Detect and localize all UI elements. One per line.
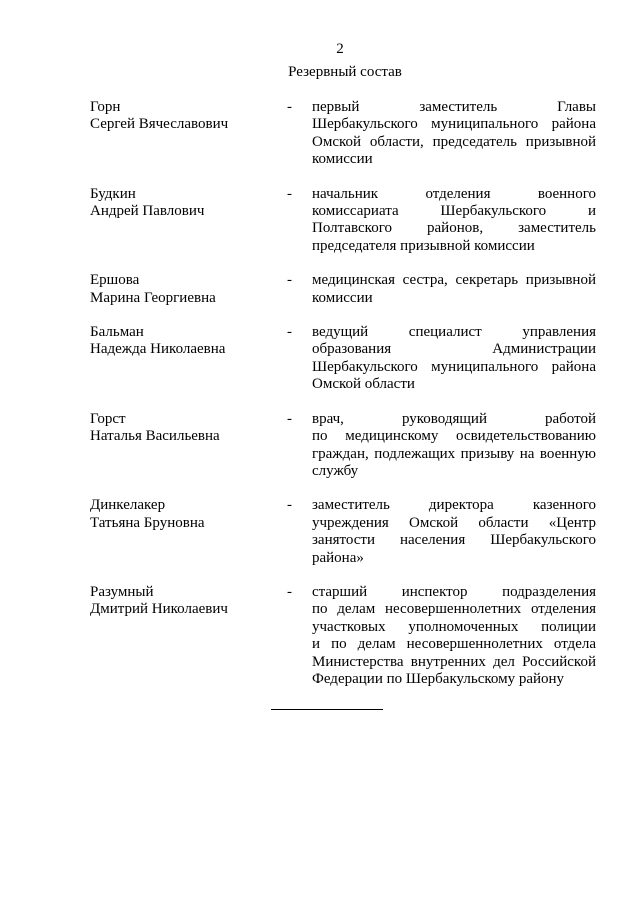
member-position bbox=[312, 584, 596, 688]
closing-rule bbox=[271, 709, 383, 710]
member-surname: Разумный bbox=[90, 583, 154, 600]
member-entry bbox=[90, 497, 600, 567]
member-given-name: Татьяна Бруновна bbox=[90, 514, 205, 531]
position-line: первый заместитель Главы bbox=[312, 99, 596, 115]
member-name bbox=[90, 497, 287, 567]
dash-separator: - bbox=[287, 324, 292, 341]
dash-separator: - bbox=[287, 583, 292, 600]
member-name bbox=[90, 324, 287, 394]
position-line: участковых уполномоченных полиции bbox=[312, 618, 596, 635]
member-entry bbox=[90, 324, 600, 394]
position-line: учреждения Омской области «Центр bbox=[312, 514, 596, 531]
member-position bbox=[312, 272, 596, 307]
dash-separator: - bbox=[287, 410, 292, 427]
member-surname: Бальман bbox=[90, 324, 144, 341]
dash-separator: - bbox=[287, 99, 292, 115]
position-line: Омской области bbox=[312, 376, 415, 393]
dash-separator: - bbox=[287, 272, 292, 289]
member-given-name: Надежда Николаевна bbox=[90, 341, 226, 358]
member-given-name: Марина Георгиевна bbox=[90, 289, 216, 306]
position-line: по медицинскому освидетельствованию bbox=[312, 428, 596, 445]
position-line: комиссии bbox=[312, 151, 373, 168]
member-entry bbox=[90, 186, 600, 256]
member-entry bbox=[90, 584, 600, 688]
member-given-name: Андрей Павлович bbox=[90, 203, 205, 220]
position-line: ведущий специалист управления bbox=[312, 324, 596, 341]
member-name bbox=[90, 584, 287, 688]
dash-separator: - bbox=[287, 497, 292, 514]
position-line: Омской области, председатель призывной bbox=[312, 133, 596, 150]
position-line: граждан, подлежащих призыву на военную bbox=[312, 445, 596, 462]
member-surname: Динкелакер bbox=[90, 497, 166, 514]
position-line: заместитель директора казенного bbox=[312, 497, 596, 514]
position-line: Шербакульского муниципального района bbox=[312, 358, 596, 375]
position-line: по делам несовершеннолетних отделения bbox=[312, 601, 596, 618]
position-line: старший инспектор подразделения bbox=[312, 583, 596, 600]
position-line: района» bbox=[312, 549, 364, 566]
position-line: образования Администрации bbox=[312, 341, 596, 358]
position-line: Шербакульского муниципального района bbox=[312, 116, 596, 133]
member-given-name: Наталья Васильевна bbox=[90, 428, 220, 445]
member-position bbox=[312, 324, 596, 394]
member-name bbox=[90, 411, 287, 481]
member-list bbox=[90, 99, 600, 705]
position-line: и по делам несовершеннолетних отдела bbox=[312, 636, 596, 653]
position-line: комиссии bbox=[312, 289, 373, 306]
position-line: медицинская сестра, секретарь призывной bbox=[312, 272, 596, 289]
position-line: службу bbox=[312, 462, 359, 479]
position-line: занятости населения Шербакульского bbox=[312, 532, 596, 549]
member-position bbox=[312, 99, 596, 169]
position-line: Федерации по Шербакульскому району bbox=[312, 670, 565, 687]
page-number: 2 bbox=[336, 41, 344, 57]
position-line: Полтавского районов, заместитель bbox=[312, 220, 596, 237]
position-line: комиссариата Шербакульского и bbox=[312, 203, 596, 220]
member-entry bbox=[90, 411, 600, 481]
position-line: председателя призывной комиссии bbox=[312, 237, 535, 254]
member-given-name: Сергей Вячеславович bbox=[90, 116, 229, 133]
member-surname: Будкин bbox=[90, 185, 136, 202]
member-entry bbox=[90, 272, 600, 307]
member-entry bbox=[90, 99, 600, 169]
member-position bbox=[312, 497, 596, 567]
member-name bbox=[90, 272, 287, 307]
member-surname: Горн bbox=[90, 99, 121, 115]
position-line: врач, руководящий работой bbox=[312, 410, 596, 427]
member-name bbox=[90, 99, 287, 169]
member-surname: Горст bbox=[90, 410, 126, 427]
member-position bbox=[312, 411, 596, 481]
member-surname: Ершова bbox=[90, 272, 140, 289]
position-line: начальник отделения военного bbox=[312, 185, 596, 202]
member-given-name: Дмитрий Николаевич bbox=[90, 601, 228, 618]
document-title: Резервный состав bbox=[288, 64, 402, 80]
member-name bbox=[90, 186, 287, 256]
dash-separator: - bbox=[287, 185, 292, 202]
position-line: Министерства внутренних дел Российской bbox=[312, 653, 596, 670]
member-position bbox=[312, 186, 596, 256]
